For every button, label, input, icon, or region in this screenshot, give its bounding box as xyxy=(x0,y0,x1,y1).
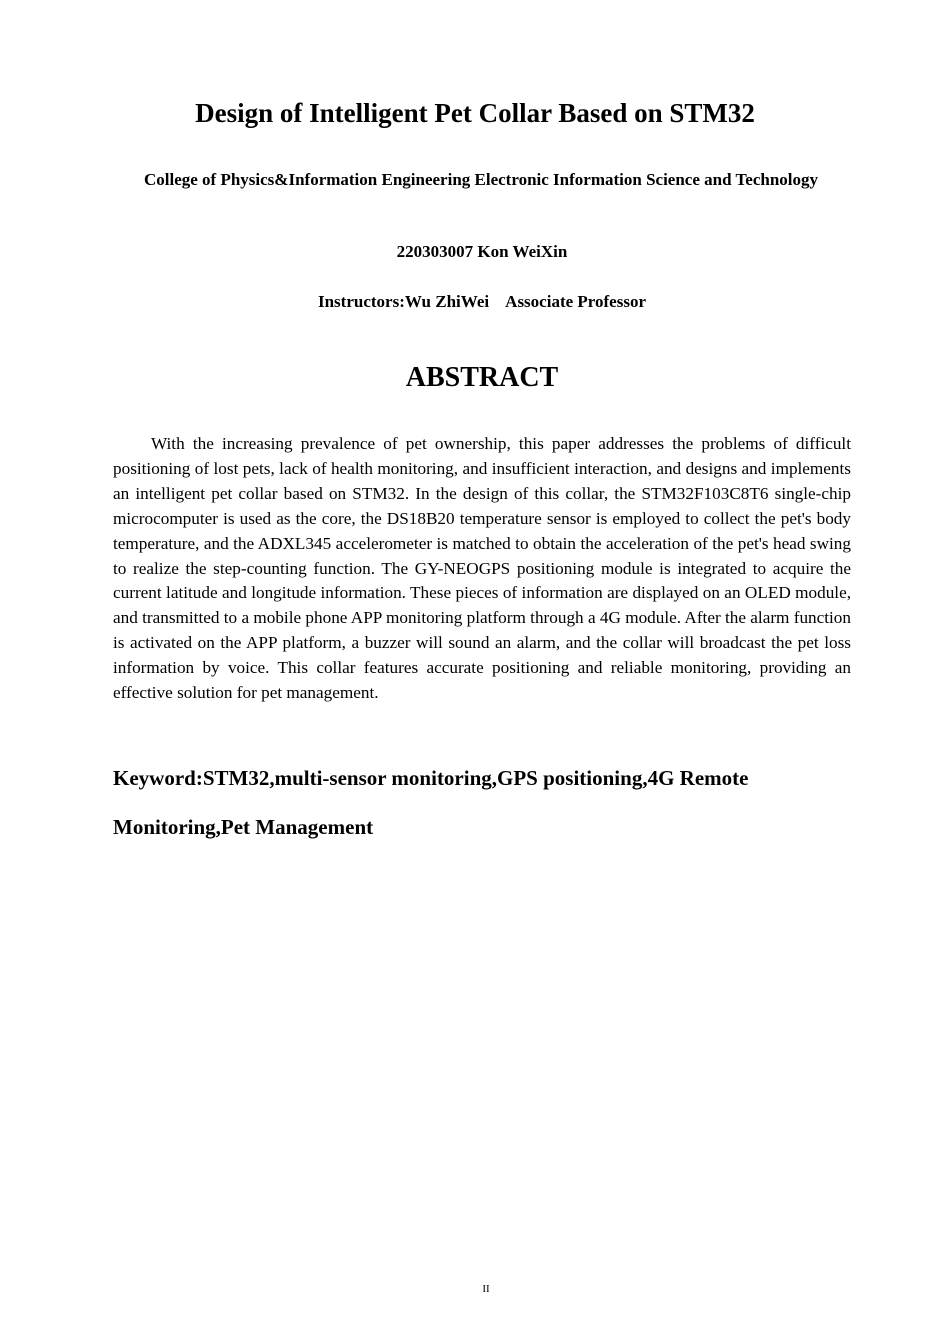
abstract-heading: ABSTRACT xyxy=(405,362,559,393)
paper-title: Design of Intelligent Pet Collar Based on STM32 xyxy=(195,98,755,128)
keywords: Keyword:STM32,multi-sensor monitoring,GPS positioning,4G Remote Monitoring,Pet Management xyxy=(113,766,749,839)
abstract-body: With the increasing prevalence of pet ownership, this paper addresses the problems of difficult positioning of lost pets, lack of health monitoring, and insufficient interaction, and designs and implements an intelligent pet collar based on STM32. In the design of this collar, the STM32F103C8T6 single-chip microcomputer is used as the core, the DS18B20 temperature sensor is employed to collect the pet's body temperature, and the ADXL345 accelerometer is matched to obtain the acceleration of the pet's head swing to realize the step-counting function. The GY-NEOGPS positioning module is integrated to acquire the current latitude and longitude information. These pieces of information are displayed on an OLED module, and transmitted to a mobile phone APP monitoring platform through a 4G module. After the alarm function is activated on the APP platform, a buzzer will sound an alarm, and the collar will broadcast the pet loss information by voice. This collar features accurate positioning and reliable monitoring, providing an effective solution for pet management. xyxy=(113,434,851,703)
page-number: II xyxy=(482,1283,490,1295)
author-line: 220303007 Kon WeiXin xyxy=(396,242,568,261)
author-affiliation: College of Physics&Information Engineering Electronic Information Science and Technology xyxy=(143,170,818,189)
instructors-line: Instructors:Wu ZhiWei Associate Professor xyxy=(317,292,647,311)
